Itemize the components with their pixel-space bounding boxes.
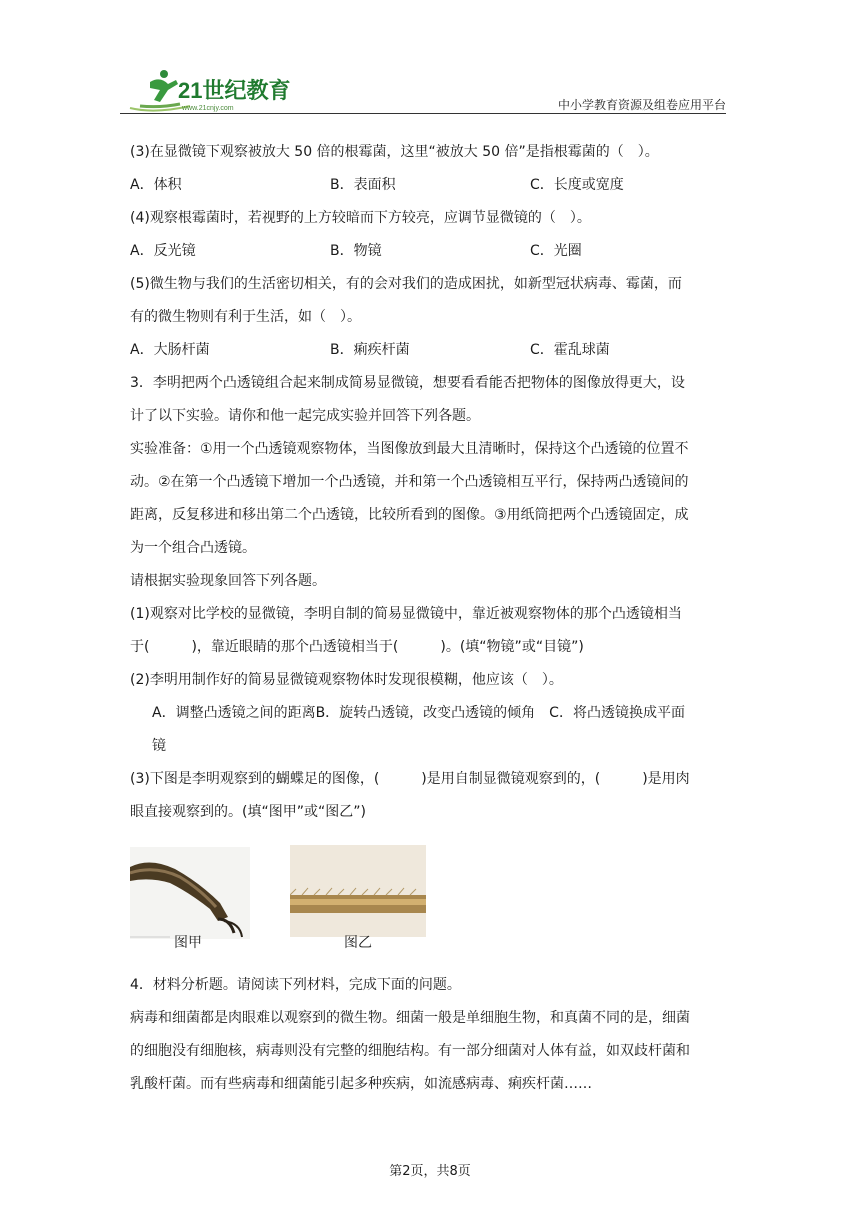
q5-options (130, 334, 730, 367)
header-platform-text: 中小学教育资源及组卷应用平台 (557, 98, 726, 112)
prep-line2: 动。②在第一个凸透镜下增加一个凸透镜，并和第一个凸透镜相互平行，保持两凸透镜间的 (130, 474, 689, 490)
svg-text:www.21cnjy.com: www.21cnjy.com (182, 105, 234, 112)
caption-figure-b: 图乙 (344, 935, 372, 951)
question-3-line2: 计了以下实验。请你和他一起完成实验并回答下列各题。 (130, 408, 480, 424)
sub-q1-line1: (1)观察对比学校的显微镜，李明自制的简易显微镜中，靠近被观察物体的那个凸透镜相当 (130, 606, 682, 622)
prep-line3: 距离，反复移进和移出第二个凸透镜，比较所看到的图像。③用纸筒把两个凸透镜固定，成 (130, 507, 689, 523)
q5-text-line2: 有的微生物则有利于生活，如（ ）。 (130, 309, 361, 325)
figure-area (130, 829, 730, 969)
question-4-text: 4．材料分析题。请阅读下列材料，完成下面的问题。 (130, 977, 461, 993)
option-a: A．反光镜 (130, 243, 196, 259)
sub-q2-text: (2)李明用制作好的简易显微镜观察物体时发现很模糊，他应该（ ）。 (130, 672, 563, 688)
logo-21cnjy (120, 62, 300, 114)
prep-line1: 实验准备：①用一个凸透镜观察物体，当图像放到最大且清晰时，保持这个凸透镜的位置不 (130, 441, 689, 457)
question-3-line1: 3．李明把两个凸透镜组合起来制成简易显微镜，想要看看能否把物体的图像放得更大，设 (130, 375, 685, 391)
header-divider (120, 113, 726, 114)
material-line1: 病毒和细菌都是肉眼难以观察到的微生物。细菌一般是单细胞生物，和真菌不同的是，细菌 (130, 1010, 690, 1026)
q3-options (130, 169, 730, 202)
butterfly-leg-image-a (130, 847, 250, 939)
sub-q3-line1: (3)下图是李明观察到的蝴蝶足的图像，( )是用自制显微镜观察到的，( )是用肉 (130, 771, 690, 787)
option-a: A．体积 (130, 177, 182, 193)
document-body (130, 136, 730, 1101)
butterfly-leg-image-b (290, 845, 426, 937)
sub-q2-options-wrap: 镜 (152, 738, 166, 754)
instruction-line: 请根据实验现象回答下列各题。 (130, 573, 326, 589)
option-c: C．光圈 (530, 243, 582, 259)
option-a: A．大肠杆菌 (130, 342, 210, 358)
option-c: C．长度或宽度 (530, 177, 624, 193)
material-line3: 乳酸杆菌。而有些病毒和细菌能引起多种疾病，如流感病毒、痢疾杆菌…… (130, 1076, 592, 1092)
sub-q3-line2: 眼直接观察到的。(填“图甲”或“图乙”) (130, 804, 366, 820)
option-b: B．痢疾杆菌 (330, 342, 410, 358)
q3-text: (3)在显微镜下观察被放大 50 倍的根霉菌，这里“被放大 50 倍”是指根霉菌的（ ）。 (130, 144, 659, 160)
q4-options (130, 235, 730, 268)
sub-q2-options: A．调整凸透镜之间的距离B．旋转凸透镜，改变凸透镜的倾角 C．将凸透镜换成平面 (152, 705, 685, 721)
option-b: B．表面积 (330, 177, 396, 193)
svg-text:21世纪教育: 21世纪教育 (178, 78, 291, 103)
sub-q1-line2: 于( )，靠近眼睛的那个凸透镜相当于( )。(填“物镜”或“目镜”) (130, 639, 584, 655)
q5-text-line1: (5)微生物与我们的生活密切相关，有的会对我们的造成困扰，如新型冠状病毒、霉菌，而 (130, 276, 682, 292)
q4-text: (4)观察根霉菌时，若视野的上方较暗而下方较亮，应调节显微镜的（ ）。 (130, 210, 591, 226)
prep-line4: 为一个组合凸透镜。 (130, 540, 256, 556)
page-footer: 第2页，共8页 (389, 1164, 471, 1179)
material-line2: 的细胞没有细胞核，病毒则没有完整的细胞结构。有一部分细菌对人体有益，如双歧杆菌和 (130, 1043, 690, 1059)
option-b: B．物镜 (330, 243, 382, 259)
caption-figure-a: 图甲 (174, 935, 202, 951)
option-c: C．霍乱球菌 (530, 342, 610, 358)
